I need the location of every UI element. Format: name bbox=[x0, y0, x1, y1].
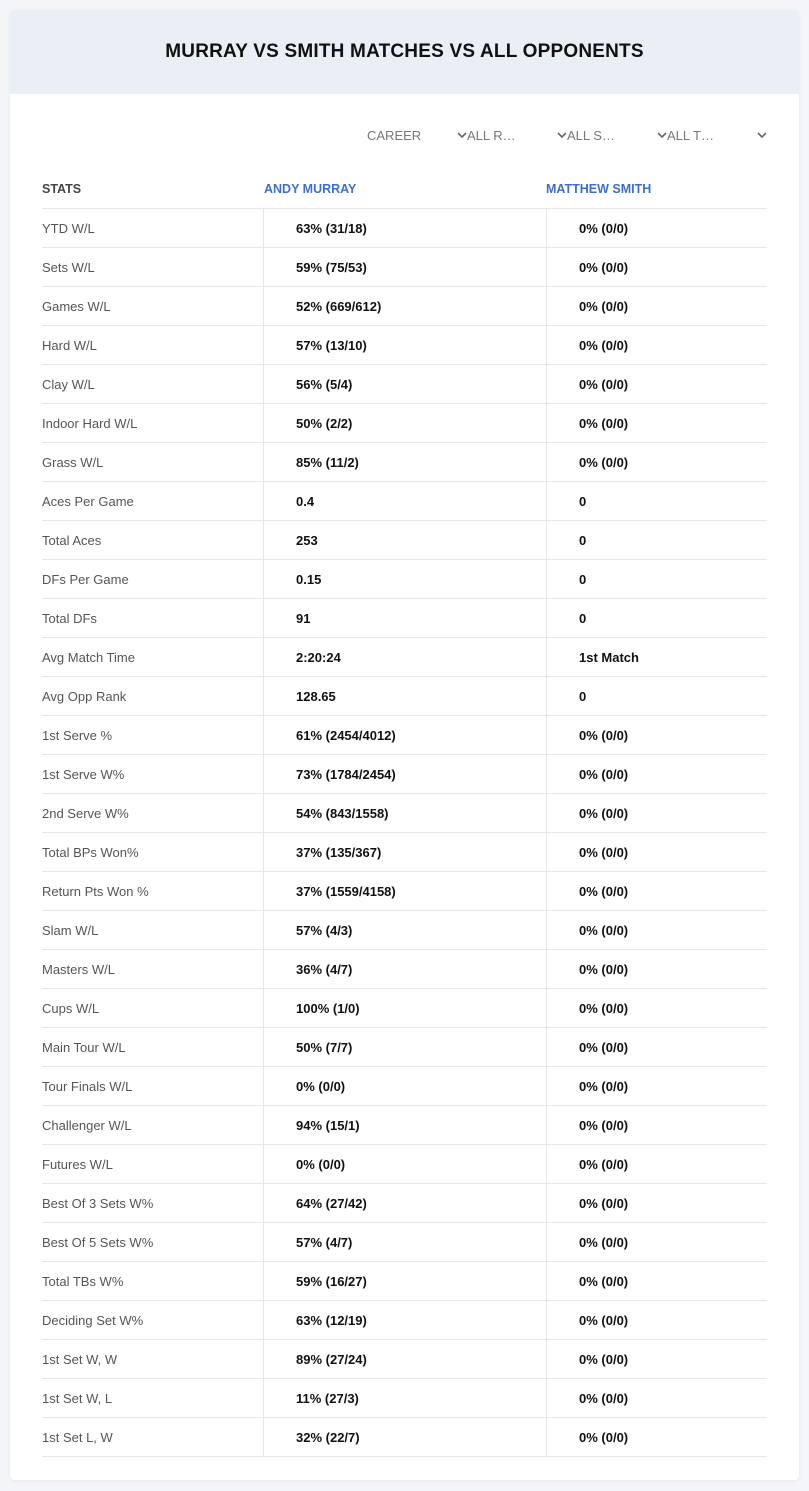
player2-cell bbox=[546, 1184, 768, 1222]
stat-label: Tour Finals W/L bbox=[42, 1079, 133, 1094]
player2-column-header[interactable]: MATTHEW SMITH bbox=[546, 182, 652, 196]
table-row bbox=[42, 248, 767, 287]
page-title: MURRAY VS SMITH MATCHES VS ALL OPPONENTS bbox=[165, 41, 644, 62]
player2-cell bbox=[546, 1301, 768, 1339]
player2-cell bbox=[546, 989, 768, 1027]
table-row bbox=[42, 638, 767, 677]
player1-value: 253 bbox=[296, 533, 318, 548]
player1-cell bbox=[263, 1145, 547, 1183]
player1-value: 52% (669/612) bbox=[296, 299, 382, 314]
player2-cell bbox=[546, 599, 768, 637]
stat-label: Clay W/L bbox=[42, 377, 95, 392]
table-row bbox=[42, 560, 767, 599]
stat-label: Indoor Hard W/L bbox=[42, 416, 138, 431]
table-row bbox=[42, 443, 767, 482]
player2-cell bbox=[546, 1067, 768, 1105]
stat-label: 1st Set L, W bbox=[42, 1430, 113, 1445]
stat-label: 1st Set W, W bbox=[42, 1352, 118, 1367]
table-row bbox=[42, 1184, 767, 1223]
round-filter-value: ALL R… bbox=[467, 128, 516, 143]
player2-cell bbox=[546, 950, 768, 988]
player1-value: 100% (1/0) bbox=[296, 1001, 360, 1016]
player1-cell bbox=[263, 1301, 547, 1339]
player2-value: 0% (0/0) bbox=[579, 260, 629, 275]
player1-value: 94% (15/1) bbox=[296, 1118, 360, 1133]
table-row bbox=[42, 872, 767, 911]
period-filter-select[interactable] bbox=[367, 126, 467, 146]
player1-value: 64% (27/42) bbox=[296, 1196, 367, 1211]
player2-cell bbox=[546, 443, 768, 481]
player2-cell bbox=[546, 755, 768, 793]
player2-value: 0% (0/0) bbox=[579, 1040, 629, 1055]
table-row bbox=[42, 716, 767, 755]
chevron-down-icon bbox=[557, 130, 567, 140]
player2-value: 0% (0/0) bbox=[579, 1118, 629, 1133]
stat-label: Games W/L bbox=[42, 299, 111, 314]
table-row bbox=[42, 1379, 767, 1418]
tournament-filter-value: ALL T… bbox=[667, 128, 714, 143]
player1-value: 57% (4/3) bbox=[296, 923, 353, 938]
stats-table bbox=[42, 170, 767, 1457]
player2-value: 0% (0/0) bbox=[579, 1157, 629, 1172]
stat-label: Masters W/L bbox=[42, 962, 115, 977]
player2-value: 0 bbox=[579, 689, 587, 704]
stat-label: Futures W/L bbox=[42, 1157, 113, 1172]
player2-cell bbox=[546, 1262, 768, 1300]
player2-cell bbox=[546, 716, 768, 754]
player2-value: 0% (0/0) bbox=[579, 299, 629, 314]
player2-value: 0% (0/0) bbox=[579, 1352, 629, 1367]
player2-value: 0% (0/0) bbox=[579, 1196, 629, 1211]
player2-value: 0 bbox=[579, 533, 587, 548]
table-row bbox=[42, 1145, 767, 1184]
player2-value: 0% (0/0) bbox=[579, 728, 629, 743]
player1-cell bbox=[263, 209, 547, 247]
stat-label: Challenger W/L bbox=[42, 1118, 132, 1133]
stats-column-header: STATS bbox=[42, 182, 82, 196]
player1-value: 63% (31/18) bbox=[296, 221, 367, 236]
player1-value: 63% (12/19) bbox=[296, 1313, 367, 1328]
table-row bbox=[42, 287, 767, 326]
player2-cell bbox=[546, 872, 768, 910]
player2-cell bbox=[546, 794, 768, 832]
player2-value: 0% (0/0) bbox=[579, 338, 629, 353]
table-row bbox=[42, 326, 767, 365]
player1-value: 2:20:24 bbox=[296, 650, 341, 665]
player1-cell bbox=[263, 482, 547, 520]
player2-cell bbox=[546, 638, 768, 676]
table-row bbox=[42, 1106, 767, 1145]
player1-cell bbox=[263, 1379, 547, 1417]
player2-value: 0% (0/0) bbox=[579, 884, 629, 899]
player2-cell bbox=[546, 1340, 768, 1378]
player1-value: 0.4 bbox=[296, 494, 315, 509]
stat-label: Main Tour W/L bbox=[42, 1040, 126, 1055]
player1-cell bbox=[263, 755, 547, 793]
player2-value: 0% (0/0) bbox=[579, 806, 629, 821]
player1-value: 91 bbox=[296, 611, 311, 626]
player1-value: 57% (4/7) bbox=[296, 1235, 353, 1250]
player1-cell bbox=[263, 560, 547, 598]
player2-cell bbox=[546, 911, 768, 949]
stat-label: Best Of 3 Sets W% bbox=[42, 1196, 154, 1211]
player2-cell bbox=[546, 521, 768, 559]
table-row bbox=[42, 599, 767, 638]
player1-cell bbox=[263, 287, 547, 325]
stat-label: Sets W/L bbox=[42, 260, 95, 275]
player1-value: 61% (2454/4012) bbox=[296, 728, 396, 743]
table-row bbox=[42, 794, 767, 833]
player2-value: 0% (0/0) bbox=[579, 1235, 629, 1250]
player2-value: 0% (0/0) bbox=[579, 455, 629, 470]
player1-cell bbox=[263, 794, 547, 832]
table-body bbox=[42, 208, 767, 1457]
stat-label: 1st Serve W% bbox=[42, 767, 125, 782]
player1-value: 0% (0/0) bbox=[296, 1157, 346, 1172]
player1-cell bbox=[263, 1106, 547, 1144]
player2-value: 0% (0/0) bbox=[579, 962, 629, 977]
player2-cell bbox=[546, 1028, 768, 1066]
player1-cell bbox=[263, 638, 547, 676]
player1-value: 85% (11/2) bbox=[296, 455, 359, 470]
player1-value: 57% (13/10) bbox=[296, 338, 367, 353]
player1-value: 11% (27/3) bbox=[296, 1391, 359, 1406]
player1-cell bbox=[263, 872, 547, 910]
stat-label: Total Aces bbox=[42, 533, 102, 548]
table-row bbox=[42, 365, 767, 404]
stat-label: Slam W/L bbox=[42, 923, 99, 938]
player1-cell bbox=[263, 521, 547, 559]
player1-cell bbox=[263, 443, 547, 481]
player1-value: 32% (22/7) bbox=[296, 1430, 360, 1445]
period-filter-value: CAREER bbox=[367, 128, 422, 143]
table-row bbox=[42, 755, 767, 794]
table-row bbox=[42, 521, 767, 560]
player1-cell bbox=[263, 1262, 547, 1300]
stat-label: Cups W/L bbox=[42, 1001, 100, 1016]
player2-cell bbox=[546, 1223, 768, 1261]
surface-filter-value: ALL S… bbox=[567, 128, 615, 143]
stat-label: Avg Match Time bbox=[42, 650, 135, 665]
player1-value: 36% (4/7) bbox=[296, 962, 353, 977]
player2-value: 0% (0/0) bbox=[579, 1313, 629, 1328]
stat-label: DFs Per Game bbox=[42, 572, 129, 587]
player1-cell bbox=[263, 1340, 547, 1378]
player1-cell bbox=[263, 950, 547, 988]
player2-value: 0% (0/0) bbox=[579, 416, 629, 431]
stat-label: Hard W/L bbox=[42, 338, 97, 353]
player2-value: 0% (0/0) bbox=[579, 1391, 629, 1406]
table-row bbox=[42, 1067, 767, 1106]
table-row bbox=[42, 989, 767, 1028]
stat-label: 1st Set W, L bbox=[42, 1391, 113, 1406]
player1-cell bbox=[263, 326, 547, 364]
player1-value: 59% (16/27) bbox=[296, 1274, 367, 1289]
player2-cell bbox=[546, 326, 768, 364]
player2-value: 0% (0/0) bbox=[579, 1274, 629, 1289]
player1-value: 37% (135/367) bbox=[296, 845, 382, 860]
table-row bbox=[42, 677, 767, 716]
player1-value: 89% (27/24) bbox=[296, 1352, 367, 1367]
player1-cell bbox=[263, 365, 547, 403]
player1-value: 128.65 bbox=[296, 689, 336, 704]
player2-value: 0% (0/0) bbox=[579, 1079, 629, 1094]
stat-label: Avg Opp Rank bbox=[42, 689, 127, 704]
stat-label: 1st Serve % bbox=[42, 728, 113, 743]
player1-cell bbox=[263, 1028, 547, 1066]
player1-cell bbox=[263, 1418, 547, 1456]
chevron-down-icon bbox=[657, 130, 667, 140]
player2-cell bbox=[546, 1106, 768, 1144]
round-filter-select[interactable] bbox=[467, 126, 567, 146]
player2-cell bbox=[546, 404, 768, 442]
player1-cell bbox=[263, 989, 547, 1027]
player1-value: 54% (843/1558) bbox=[296, 806, 389, 821]
player2-value: 1st Match bbox=[579, 650, 639, 665]
stat-label: 2nd Serve W% bbox=[42, 806, 129, 821]
stat-label: Aces Per Game bbox=[42, 494, 134, 509]
player1-cell bbox=[263, 911, 547, 949]
player1-value: 59% (75/53) bbox=[296, 260, 367, 275]
player1-cell bbox=[263, 677, 547, 715]
player1-value: 73% (1784/2454) bbox=[296, 767, 396, 782]
player2-cell bbox=[546, 482, 768, 520]
table-row bbox=[42, 1301, 767, 1340]
player1-value: 56% (5/4) bbox=[296, 377, 353, 392]
card-header bbox=[10, 10, 799, 94]
chevron-down-icon bbox=[757, 130, 767, 140]
table-header bbox=[42, 170, 767, 208]
stat-label: Total TBs W% bbox=[42, 1274, 124, 1289]
stat-label: Total BPs Won% bbox=[42, 845, 139, 860]
player2-value: 0% (0/0) bbox=[579, 221, 629, 236]
player1-value: 50% (7/7) bbox=[296, 1040, 353, 1055]
table-row bbox=[42, 911, 767, 950]
table-row bbox=[42, 833, 767, 872]
tournament-filter-select[interactable] bbox=[667, 126, 767, 146]
player1-value: 0.15 bbox=[296, 572, 322, 587]
player2-cell bbox=[546, 1418, 768, 1456]
player2-cell bbox=[546, 833, 768, 871]
stat-label: YTD W/L bbox=[42, 221, 95, 236]
player2-cell bbox=[546, 1379, 768, 1417]
stat-label: Deciding Set W% bbox=[42, 1313, 144, 1328]
player1-column-header[interactable]: ANDY MURRAY bbox=[264, 182, 357, 196]
player2-value: 0 bbox=[579, 611, 587, 626]
table-row bbox=[42, 950, 767, 989]
player1-cell bbox=[263, 248, 547, 286]
table-row bbox=[42, 404, 767, 443]
player2-cell bbox=[546, 209, 768, 247]
table-row bbox=[42, 1262, 767, 1301]
table-row bbox=[42, 482, 767, 521]
player1-cell bbox=[263, 833, 547, 871]
player2-value: 0 bbox=[579, 572, 587, 587]
player2-cell bbox=[546, 1145, 768, 1183]
player2-value: 0% (0/0) bbox=[579, 845, 629, 860]
table-row bbox=[42, 1418, 767, 1457]
player1-cell bbox=[263, 716, 547, 754]
stat-label: Best Of 5 Sets W% bbox=[42, 1235, 154, 1250]
player2-value: 0% (0/0) bbox=[579, 1001, 629, 1016]
filter-bar bbox=[367, 126, 767, 146]
player2-cell bbox=[546, 677, 768, 715]
table-row bbox=[42, 1340, 767, 1379]
player2-cell bbox=[546, 248, 768, 286]
player2-value: 0% (0/0) bbox=[579, 767, 629, 782]
player2-value: 0% (0/0) bbox=[579, 923, 629, 938]
player1-cell bbox=[263, 1223, 547, 1261]
player2-cell bbox=[546, 365, 768, 403]
player2-value: 0 bbox=[579, 494, 587, 509]
player2-value: 0% (0/0) bbox=[579, 1430, 629, 1445]
player2-cell bbox=[546, 287, 768, 325]
chevron-down-icon bbox=[457, 130, 467, 140]
player1-value: 50% (2/2) bbox=[296, 416, 353, 431]
player2-cell bbox=[546, 560, 768, 598]
table-row bbox=[42, 209, 767, 248]
stats-card bbox=[10, 10, 799, 1480]
stat-label: Total DFs bbox=[42, 611, 97, 626]
player1-cell bbox=[263, 404, 547, 442]
player1-cell bbox=[263, 1184, 547, 1222]
table-row bbox=[42, 1028, 767, 1067]
player1-cell bbox=[263, 1067, 547, 1105]
player1-value: 0% (0/0) bbox=[296, 1079, 346, 1094]
player2-value: 0% (0/0) bbox=[579, 377, 629, 392]
player1-value: 37% (1559/4158) bbox=[296, 884, 396, 899]
surface-filter-select[interactable] bbox=[567, 126, 667, 146]
stat-label: Return Pts Won % bbox=[42, 884, 149, 899]
stat-label: Grass W/L bbox=[42, 455, 104, 470]
player1-cell bbox=[263, 599, 547, 637]
table-row bbox=[42, 1223, 767, 1262]
